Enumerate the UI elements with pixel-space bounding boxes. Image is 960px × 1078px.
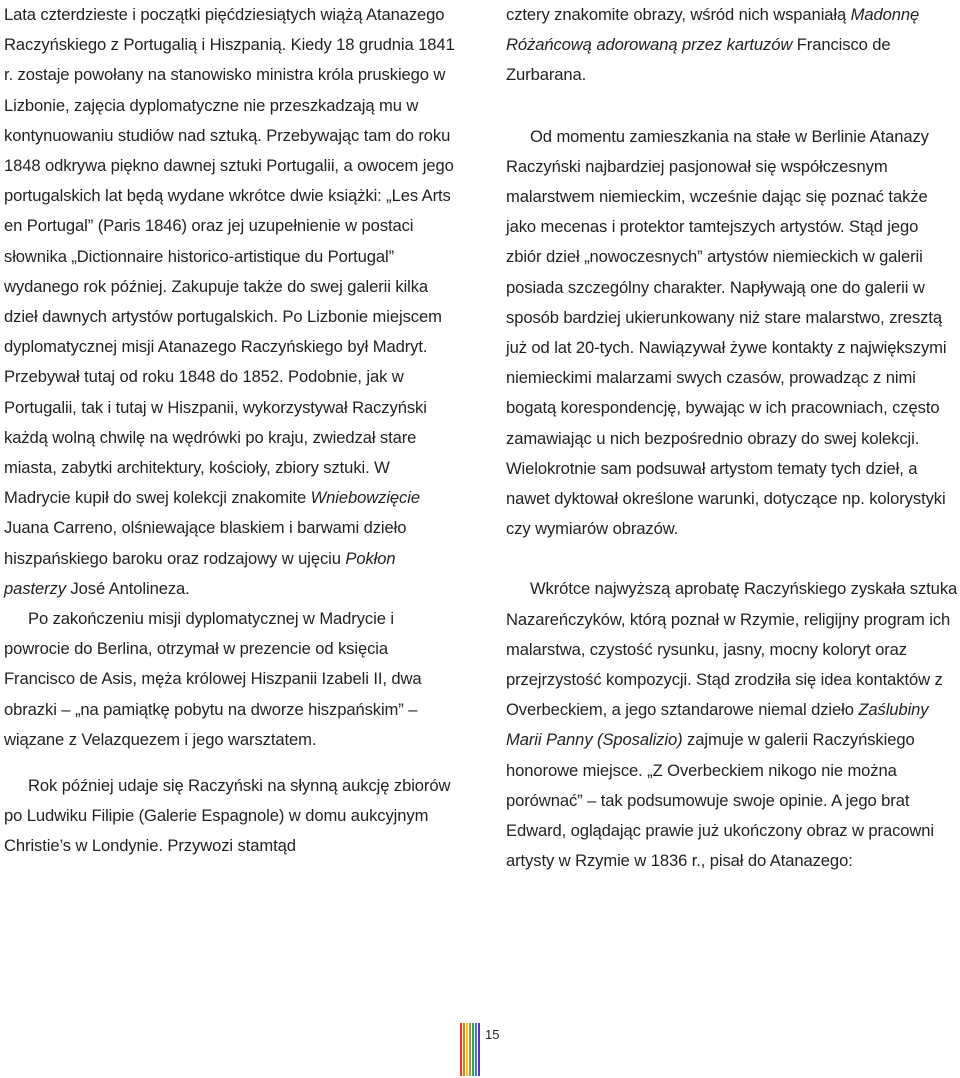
color-bar [478, 1023, 480, 1076]
artwork-title: Wniebowzięcie [310, 488, 420, 508]
color-bar [475, 1023, 477, 1076]
left-column [4, 0, 460, 862]
page-number: 15 [485, 1027, 500, 1042]
text-run: cztery znakomite obrazy, wśród nich wspaniałą [506, 5, 851, 24]
text-run: José Antolineza. [65, 578, 190, 598]
text-run: Wkrótce najwyższą aprobatę Raczyńskiego zyskała sztuka Nazareńczyków, którą poznał w Rzymie, religijny program ich malarstwa, czystość rysunku, jasny, mocny koloryt oraz przejrzystość kompozycji. Stąd zrodziła się idea kontaktów z Overbeckiem, a jego sztandarowe niemal dzieło [506, 579, 958, 720]
right-paragraph-3 [506, 574, 958, 876]
left-paragraph-1 [4, 0, 460, 604]
left-paragraph-3: Rok później udaje się Raczyński na słynną aukcję zbiorów po Ludwiku Filipie (Galerie Espagnole) w domu aukcyjnym Christie’s w Londynie. Przywozi stamtąd [4, 776, 451, 856]
artwork-title: Madonnę Różańcową adorowaną przez kartuzów [506, 5, 920, 55]
color-bar [463, 1023, 465, 1076]
right-column [506, 0, 958, 876]
text-run: Lata czterdzieste i początki pięćdziesiątych wiążą Atanazego Raczyńskiego z Portugalią i Hiszpanią. Kiedy 18 grudnia 1841 r. zostaje powołany na stanowisko ministra króla pruskiego w Lizbonie, zajęcia dyplomatyczne nie przeszkadzają mu w kontynuowaniu studiów nad sztuką. Przebywając tam do roku 1848 odkrywa piękno dawnej sztuki Portugalii, a owocem jego portugalskich lat będą wydane wkrótce dwie książki: „Les Arts en Portugal” (Paris 1846) oraz jej uzupełnienie w postaci słownika „Dictionnaire historico-artistique du Portugal” wydanego rok później. Zakupuje także do swej galerii kilka dzieł dawnych artystów portugalskich. Po Lizbonie miejscem dyplomatycznej misji Atanazego Raczyńskiego był Madryt. Przebywał tutaj od roku 1848 do 1852. Podobnie, jak w Portugalii, tak i tutaj w Hiszpanii, wykorzystywał Raczyński każdą wolną chwilę na wędrówki po kraju, zwiedzał stare miasta, zabytki architektury, kościoły, zbiory sztuki. W Madrycie kupił do swej kolekcji znakomite [4, 5, 455, 508]
right-paragraph-1 [506, 0, 958, 91]
text-run: Juana Carreno, olśniewające blaskiem i barwami dzieło hiszpańskiego baroku oraz rodzajowy w ujęciu [4, 518, 407, 568]
right-paragraph-2: Od momentu zamieszkania na stałe w Berlinie Atanazy Raczyński najbardziej pasjonował się współczesnym malarstwem niemieckim, wcześnie dając się poznać także jako mecenas i protektor tamtejszych artystów. Stąd jego zbiór dzieł „nowoczesnych” artystów niemieckich w galerii posiada szczególny charakter. Napływają one do galerii w sposób bardziej ukierunkowany niż stare malarstwo, zresztą już od lat 20-tych. Nawiązywał żywe kontakty z największymi niemieckimi malarzami swych czasów, prowadząc z nimi bogatą korespondencję, bywając w ich pracowniach, często zamawiając u nich bezpośrednio obrazy do swej kolekcji. Wielokrotnie sam podsuwał artystom tematy tych dzieł, a nawet dyktował określone warunki, dotyczące np. kolorystyki czy wymiarów obrazów. [506, 126, 947, 539]
page-footer [460, 1023, 500, 1076]
left-paragraph-2: Po zakończeniu misji dyplomatycznej w Madrycie i powrocie do Berlina, otrzymał w prezencie od księcia Francisco de Asis, męża królowej Hiszpanii Izabeli II, dwa obrazki – „na pamiątkę pobytu na dworze hiszpańskim” – wiązane z Velazquezem i jego warsztatem. [4, 609, 422, 749]
color-bars-decoration [460, 1023, 482, 1076]
color-bar [472, 1023, 474, 1076]
artwork-title: Pokłon pasterzy [4, 548, 396, 598]
color-bar [469, 1023, 471, 1076]
color-bar [466, 1023, 468, 1076]
artwork-title: Zaślubiny Marii Panny (Sposalizio) [506, 700, 929, 750]
text-run: Francisco de Zurbarana. [506, 35, 891, 85]
color-bar [460, 1023, 462, 1076]
text-run: zajmuje w galerii Raczyńskiego honorowe miejsce. „Z Overbeckiem nikogo nie można porównać” – tak podsumowuje swoje opinie. A jego brat Edward, oglądając prawie już ukończony obraz w pracowni artysty w Rzymie w 1836 r., pisał do Atanazego: [506, 730, 935, 871]
